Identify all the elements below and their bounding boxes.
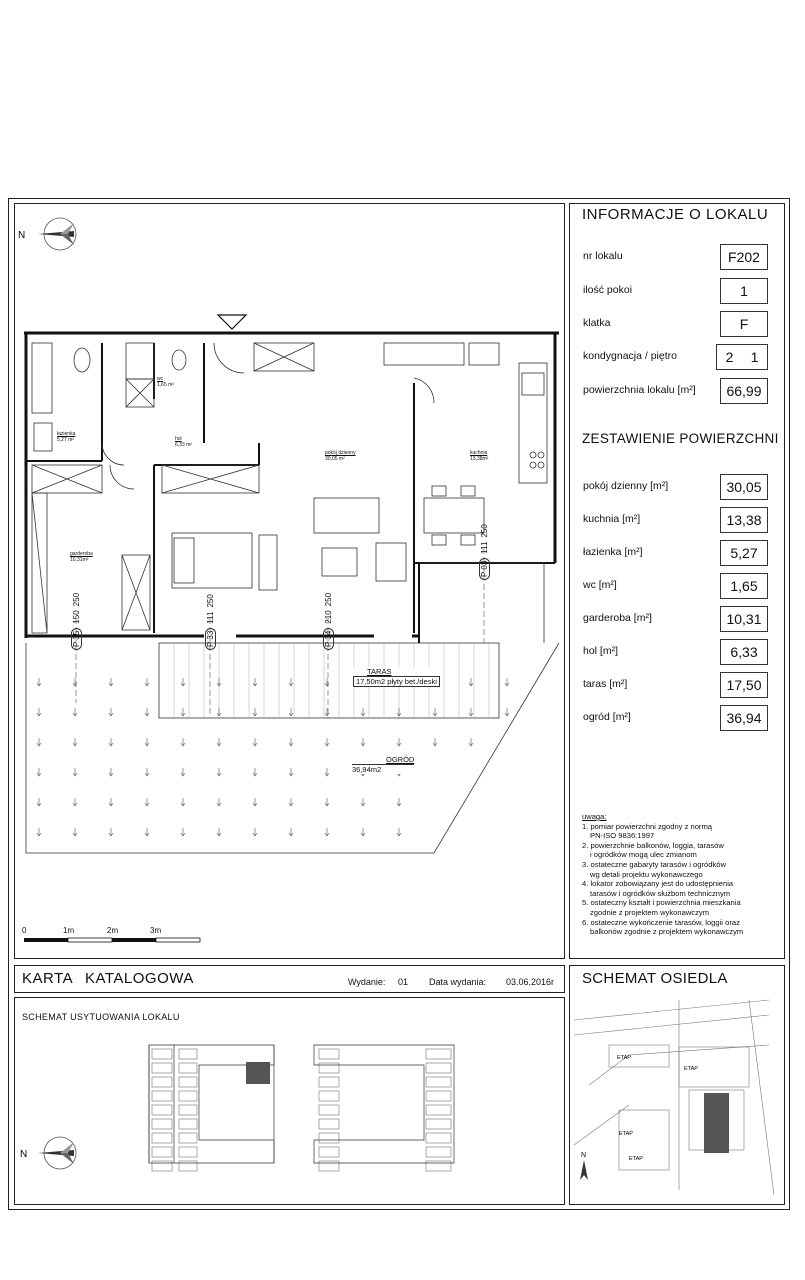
zestawienie-value: 6,33 — [720, 639, 768, 665]
usytuowanie-title: SCHEMAT USYTUOWANIA LOKALU — [22, 1012, 180, 1022]
zestawienie-value: 5,27 — [720, 540, 768, 566]
room-lazienka-area: 5,27 m² — [57, 437, 74, 443]
walls — [24, 333, 559, 638]
window-h1: 111 — [206, 611, 215, 624]
note-line: 3. ostateczne gabaryty tarasów i ogródków — [582, 859, 726, 869]
window-h2: 250 — [324, 592, 333, 607]
value-kondygnacja — [716, 344, 768, 370]
zestawienie-value: 13,38 — [720, 507, 768, 533]
room-garderoba-area: 10,31m² — [70, 557, 89, 563]
notes — [582, 812, 782, 937]
north-arrow-icon — [38, 218, 76, 250]
ogrod-label — [352, 755, 414, 774]
note-line: tarasów i ogródków służbom technicznym — [590, 888, 731, 898]
data-wydania-label: Data wydania: — [429, 977, 487, 987]
window-callout — [206, 590, 215, 650]
label-nr-lokalu: nr lokalu — [583, 250, 623, 262]
info-title: INFORMACJE O LOKALU — [582, 206, 769, 223]
taras-name: TARAS — [367, 667, 392, 676]
window-callout — [324, 589, 333, 650]
window-h2: 250 — [480, 524, 489, 538]
zestawienie-label: kuchnia [m²] — [583, 513, 641, 525]
note-line: 2. powierzchnie balkonów, loggia, tarasów — [582, 840, 724, 850]
room-pokoj-area: 30,05 m² — [325, 456, 345, 462]
window-h1: 150 — [72, 610, 81, 624]
zestawienie-value: 36,94 — [720, 705, 768, 731]
value-nr-lokalu: F202 — [720, 244, 768, 270]
scale-0: 0 — [22, 926, 27, 935]
scale-3m: 3m — [150, 926, 162, 935]
zestawienie-label: ogród [m²] — [583, 711, 631, 723]
room-hol — [175, 436, 192, 448]
window-id: P 03 — [479, 558, 490, 580]
scale-1m: 1m — [63, 926, 75, 935]
window-id: P 34 — [323, 628, 334, 650]
notes-heading: uwaga: — [582, 812, 607, 821]
note-line: 6. ostateczne wykończenie tarasów, loggii oraz — [582, 917, 740, 927]
zestawienie-label: garderoba [m²] — [583, 612, 652, 624]
label-ilosc-pokoi: ilość pokoi — [583, 284, 633, 296]
flat-location-marker — [246, 1062, 270, 1084]
etap-label-4: ETAP — [629, 1156, 643, 1162]
taras-area: 17,50m2 — [356, 677, 386, 686]
etap-label-2: ETAP — [684, 1066, 698, 1072]
floor-plan — [14, 203, 565, 959]
window-h1: 210 — [324, 610, 333, 624]
label-klatka: klatka — [583, 317, 611, 329]
window-h2: 250 — [72, 592, 81, 607]
room-kuchnia-area: 13,38m² — [470, 456, 489, 462]
ogrod-area: 36,94m2 — [352, 764, 414, 774]
zestawienie-value: 10,31 — [720, 606, 768, 632]
osiedle-north-label: N — [581, 1152, 587, 1159]
zestawienie-value: 17,50 — [720, 672, 768, 698]
ogrod-name: OGRÓD — [386, 755, 415, 764]
north-label: N — [18, 230, 26, 241]
note-line: i ogródków mogą ulec zmianom — [590, 850, 697, 860]
zestawienie-label: hol [m²] — [583, 645, 619, 657]
zestawienie-value: 30,05 — [720, 474, 768, 500]
window-h2: 250 — [206, 594, 215, 608]
room-hol-area: 6,33 m² — [175, 442, 192, 448]
note-line: 4. lokator zobowiązany jest do udostępnienia — [582, 879, 734, 889]
room-hol-name: hol — [175, 436, 182, 442]
zestawienie-label: łazienka [m²] — [583, 546, 643, 558]
room-pokoj-name: pokój dzienny — [325, 450, 356, 456]
room-wc-name: wc — [157, 376, 164, 382]
scale-2m: 2m — [107, 926, 119, 935]
north-arrow-icon — [580, 1160, 588, 1180]
label-kondygnacja: kondygnacja / piętro — [583, 350, 677, 362]
zestawienie-value: 1,65 — [720, 573, 768, 599]
zestawienie-title: ZESTAWIENIE POWIERZCHNI — [582, 431, 779, 446]
zestawienie-label: wc [m²] — [583, 579, 617, 591]
value-powierzchnia: 66,99 — [720, 378, 768, 404]
window-callout — [72, 589, 81, 650]
karta-katalogowa-title: KARTA KATALOGOWA — [22, 970, 194, 987]
scale-bar — [24, 938, 200, 942]
note-line: balkonów zgodnie z projektem wykonawczym — [590, 927, 744, 937]
etap-label-1: ETAP — [617, 1055, 631, 1061]
building-marker — [704, 1093, 729, 1153]
north-arrow-icon — [38, 1137, 76, 1169]
zestawienie-label: taras [m²] — [583, 678, 628, 690]
entry-marker-icon — [218, 315, 246, 329]
wydanie-label: Wydanie: — [348, 977, 386, 987]
room-pokoj — [325, 450, 356, 462]
window-callout — [480, 520, 489, 580]
taras-label — [353, 667, 440, 687]
room-kuchnia — [470, 450, 488, 462]
kondygnacja-value: 2 — [725, 349, 734, 365]
room-lazienka-name: łazienka — [57, 431, 76, 437]
note-line: 1. pomiar powierzchni zgodny z normą — [582, 821, 712, 831]
location-north-label: N — [20, 1149, 28, 1160]
note-line: 5. ostateczny kształt i powierzchnia mieszkania — [582, 898, 741, 908]
window-id: P 33 — [205, 628, 216, 650]
room-lazienka — [57, 431, 75, 443]
note-line: wg detali projektu wykonawczego — [590, 869, 703, 879]
room-garderoba-name: garderoba — [70, 551, 93, 557]
etap-label-3: ETAP — [619, 1131, 633, 1137]
value-ilosc-pokoi: 1 — [720, 278, 768, 304]
zestawienie-label: pokój dzienny [m²] — [583, 480, 669, 492]
wydanie-value: 01 — [398, 977, 409, 987]
window-id: P 35 — [71, 628, 82, 650]
room-kuchnia-name: kuchnia — [470, 450, 488, 456]
osiedle-plan — [569, 995, 785, 1205]
schemat-osiedla-title: SCHEMAT OSIEDLA — [582, 970, 728, 987]
room-wc-area: 1,65 m² — [157, 382, 174, 388]
location-plan — [14, 1025, 565, 1200]
room-wc — [157, 376, 174, 388]
pietro-value: 1 — [750, 349, 759, 365]
window-h1: 111 — [480, 541, 489, 554]
room-garderoba — [70, 551, 93, 563]
data-wydania-value: 03.06.2016r — [506, 977, 555, 987]
note-line: zgodnie z projektem wykonawczym — [590, 907, 710, 917]
label-powierzchnia: powierzchnia lokalu [m²] — [583, 384, 696, 396]
note-line: PN-ISO 9836:1997 — [590, 831, 655, 841]
taras-finish: płyty bet./deski — [387, 677, 437, 686]
value-klatka: F — [720, 311, 768, 337]
